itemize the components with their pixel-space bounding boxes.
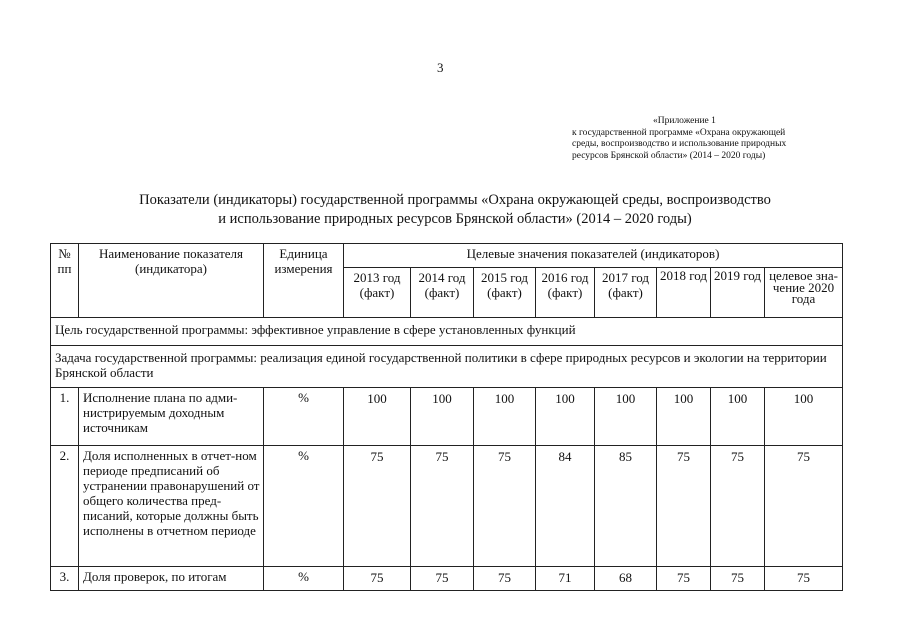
header-year: 2017 год (факт) xyxy=(595,268,657,318)
appendix-line: среды, воспроизводство и использование природных xyxy=(572,139,787,149)
value-cell: 75 xyxy=(344,446,411,567)
value-cell: 100 xyxy=(765,388,843,446)
appendix-note xyxy=(572,116,832,162)
value-cell: 75 xyxy=(411,446,474,567)
header-year: целевое зна-чение 2020 года xyxy=(765,268,843,318)
unit-cell: % xyxy=(264,567,344,591)
header-year: 2016 год (факт) xyxy=(536,268,595,318)
document-title xyxy=(90,191,820,229)
unit-cell: % xyxy=(264,388,344,446)
indicator-name: Исполнение плана по адми-нистрируемым доходным источникам xyxy=(79,388,264,446)
header-target-values: Целевые значения показателей (индикаторов) xyxy=(344,244,843,268)
title-line: и использование природных ресурсов Брянской области» (2014 – 2020 годы) xyxy=(218,211,692,227)
value-cell: 68 xyxy=(595,567,657,591)
value-cell: 100 xyxy=(411,388,474,446)
value-cell: 75 xyxy=(474,446,536,567)
value-cell: 100 xyxy=(536,388,595,446)
value-cell: 85 xyxy=(595,446,657,567)
program-task: Задача государственной программы: реализация единой государственной политики в сфере природных ресурсов и экологии на территории Брянской области xyxy=(51,346,843,388)
header-year: 2015 год (факт) xyxy=(474,268,536,318)
value-cell: 75 xyxy=(344,567,411,591)
value-cell: 75 xyxy=(411,567,474,591)
row-num: 1. xyxy=(51,388,79,446)
header-year: 2013 год (факт) xyxy=(344,268,411,318)
value-cell: 75 xyxy=(657,446,711,567)
value-cell: 100 xyxy=(711,388,765,446)
appendix-line: к государственной программе «Охрана окружающей xyxy=(572,127,786,138)
title-line: Показатели (индикаторы) государственной программы «Охрана окружающей среды, воспроизводство xyxy=(139,192,771,208)
value-cell: 75 xyxy=(474,567,536,591)
header-year: 2018 год xyxy=(657,268,711,318)
row-num: 3. xyxy=(51,567,79,591)
appendix-line: ресурсов Брянской области» (2014 – 2020 годы) xyxy=(572,150,766,161)
header-year: 2019 год xyxy=(711,268,765,318)
value-cell: 100 xyxy=(344,388,411,446)
header-year: 2014 год (факт) xyxy=(411,268,474,318)
page-number: 3 xyxy=(437,60,444,75)
indicator-name: Доля проверок, по итогам xyxy=(79,567,264,591)
value-cell: 75 xyxy=(711,446,765,567)
row-num: 2. xyxy=(51,446,79,567)
value-cell: 75 xyxy=(765,446,843,567)
value-cell: 75 xyxy=(657,567,711,591)
value-cell: 100 xyxy=(474,388,536,446)
value-cell: 75 xyxy=(765,567,843,591)
indicators-table xyxy=(50,243,843,591)
header-name: Наименование показателя (индикатора) xyxy=(79,244,264,318)
program-goal: Цель государственной программы: эффективное управление в сфере установленных функций xyxy=(51,318,843,346)
header-num: № пп xyxy=(51,244,79,318)
value-cell: 75 xyxy=(711,567,765,591)
unit-cell: % xyxy=(264,446,344,567)
header-unit: Единица измерения xyxy=(264,244,344,318)
value-cell: 84 xyxy=(536,446,595,567)
appendix-line: «Приложение 1 xyxy=(653,116,716,126)
value-cell: 100 xyxy=(595,388,657,446)
indicator-name: Доля исполненных в отчет-ном периоде предписаний об устранении правонарушений от общего количества пред-писаний, которые должны быть исполнены в отчетном периоде xyxy=(79,446,264,567)
value-cell: 100 xyxy=(657,388,711,446)
value-cell: 71 xyxy=(536,567,595,591)
